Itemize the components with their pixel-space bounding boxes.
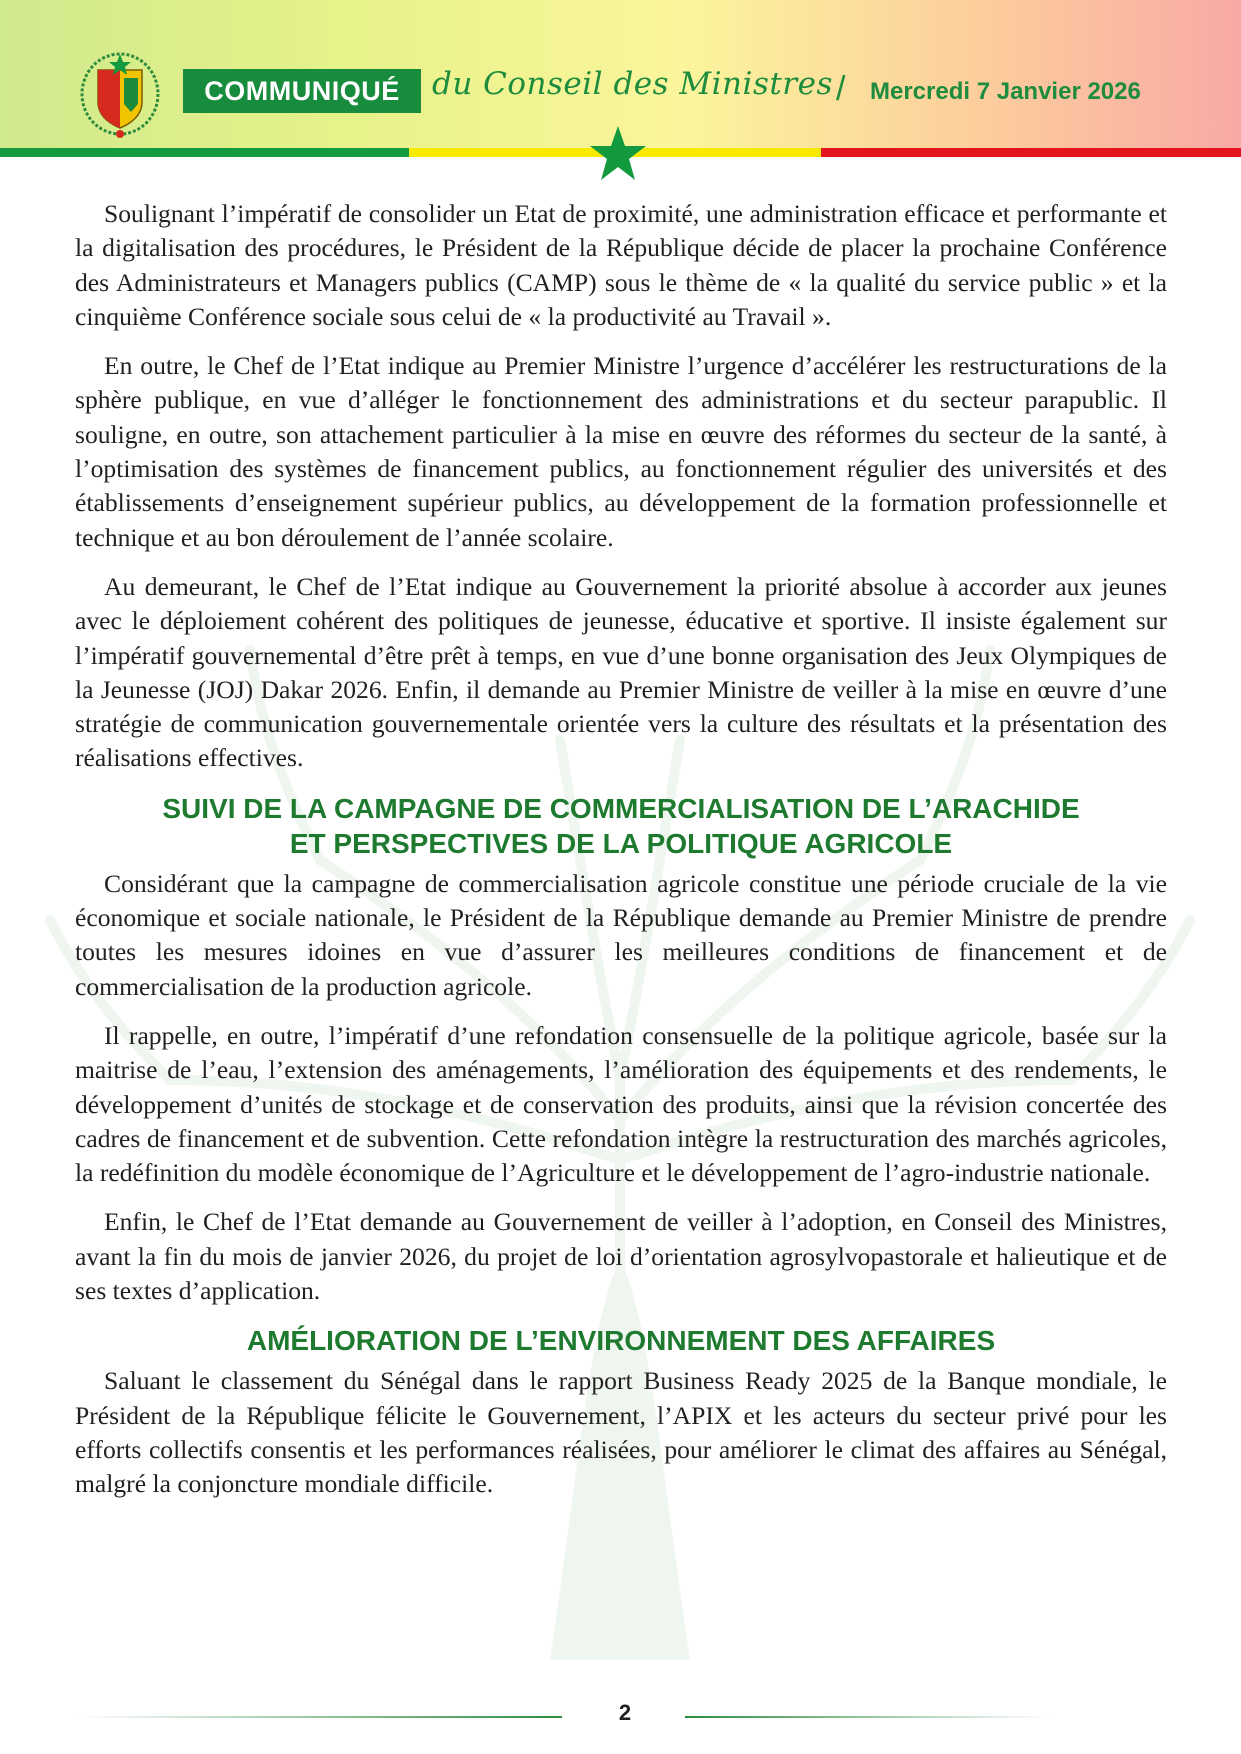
header-subtitle: du Conseil des Ministres — [432, 66, 833, 102]
paragraph: Saluant le classement du Sénégal dans le rapport Business Ready 2025 de la Banque mondiale, le Président de la République félicite le Gouvernement, l’APIX et les acteurs du secteur privé pour les efforts collectifs consentis et les performances réalisées, pour améliorer le climat des affaires au Sénégal, malgré la conjoncture mondiale difficile. — [75, 1366, 1167, 1499]
paragraph: Au demeurant, le Chef de l’Etat indique au Gouvernement la priorité absolue à accorder aux jeunes avec le déploiement cohérent des politiques de jeunesse, éducative et sportive. Il insiste également sur l’impératif gouvernemental d’être prêt à temps, en vue d’une bonne organisation des Jeux Olympiques de la Jeunesse (JOJ) Dakar 2026. Enfin, il demande au Premier Ministre de veiller à la mise en œuvre d’une stratégie de communication gouvernementale orientée vers la culture des résultats et la présentation des réalisations effectives. — [75, 571, 1167, 773]
section-heading-affaires: AMÉLIORATION DE L’ENVIRONNEMENT DES AFFAIRES — [246, 1325, 996, 1357]
header-separator: / — [836, 70, 846, 108]
flag-band-red — [821, 148, 1241, 157]
senegal-coat-of-arms-logo — [80, 48, 160, 140]
footer-divider-left — [75, 1716, 562, 1718]
heading-line: ET PERSPECTIVES DE LA POLITIQUE AGRICOLE — [289, 827, 953, 859]
paragraph: Considérant que la campagne de commercialisation agricole constitue une période cruciale de la vie économique et sociale nationale, le Président de la République demande au Premier Ministre de prendre toutes les mesures idoines en vue d’assurer les meilleures conditions de financement et de commercialisation de la production agricole. — [75, 868, 1167, 1001]
paragraph: Enfin, le Chef de l’Etat demande au Gouvernement de veiller à l’adoption, en Conseil des Ministres, avant la fin du mois de janvier 2026, du projet de loi d’orientation agrosylvopastorale et halieutique et de ses textes d’application. — [75, 1207, 1167, 1306]
header-date: Mercredi 7 Janvier 2026 — [870, 78, 1141, 105]
footer-divider-right — [685, 1716, 1050, 1718]
paragraph: En outre, le Chef de l’Etat indique au Premier Ministre l’urgence d’accélérer les restructurations de la sphère publique, en vue d’alléger le fonctionnement des administrations et du secteur parapublic. Il souligne, en outre, son attachement particulier à la mise en œuvre des réformes du secteur de la santé, à l’optimisation des systèmes de financement publics, au fonctionnement régulier des universités et des établissements d’enseignement supérieur publics, au développement de la formation professionnelle et technique et au bon déroulement de l’année scolaire. — [75, 351, 1167, 552]
paragraph: Soulignant l’impératif de consolider un Etat de proximité, une administration efficace et performante et la digitalisation des procédures, le Président de la République décide de placer la prochaine Conférence des Administrateurs et Managers publics (CAMP) sous le thème de « la qualité du service public » et la cinquième Conférence sociale sous celui de « la productivité au Travail ». — [75, 199, 1167, 331]
heading-line: SUIVI DE LA CAMPAGNE DE COMMERCIALISATION DE L’ARACHIDE — [162, 792, 1080, 824]
document-body — [75, 197, 1167, 1517]
star-icon — [588, 124, 648, 184]
flag-band-green — [0, 148, 409, 157]
paragraph: Il rappelle, en outre, l’impératif d’une refondation consensuelle de la politique agricole, basée sur la maitrise de l’eau, l’extension des aménagements, l’amélioration des équipements et des rendements, le développement d’unités de stockage et de conservation des produits, ainsi que la révision concertée des cadres de financement et de subvention. Cette refondation intègre la restructuration des marchés agricoles, la redéfinition du modèle économique de l’Agriculture et le développement de l’agro-industrie nationale. — [75, 1020, 1167, 1188]
section-heading-arachide — [75, 791, 1167, 861]
page-number: 2 — [618, 1700, 632, 1725]
communique-badge: COMMUNIQUÉ — [183, 69, 421, 113]
